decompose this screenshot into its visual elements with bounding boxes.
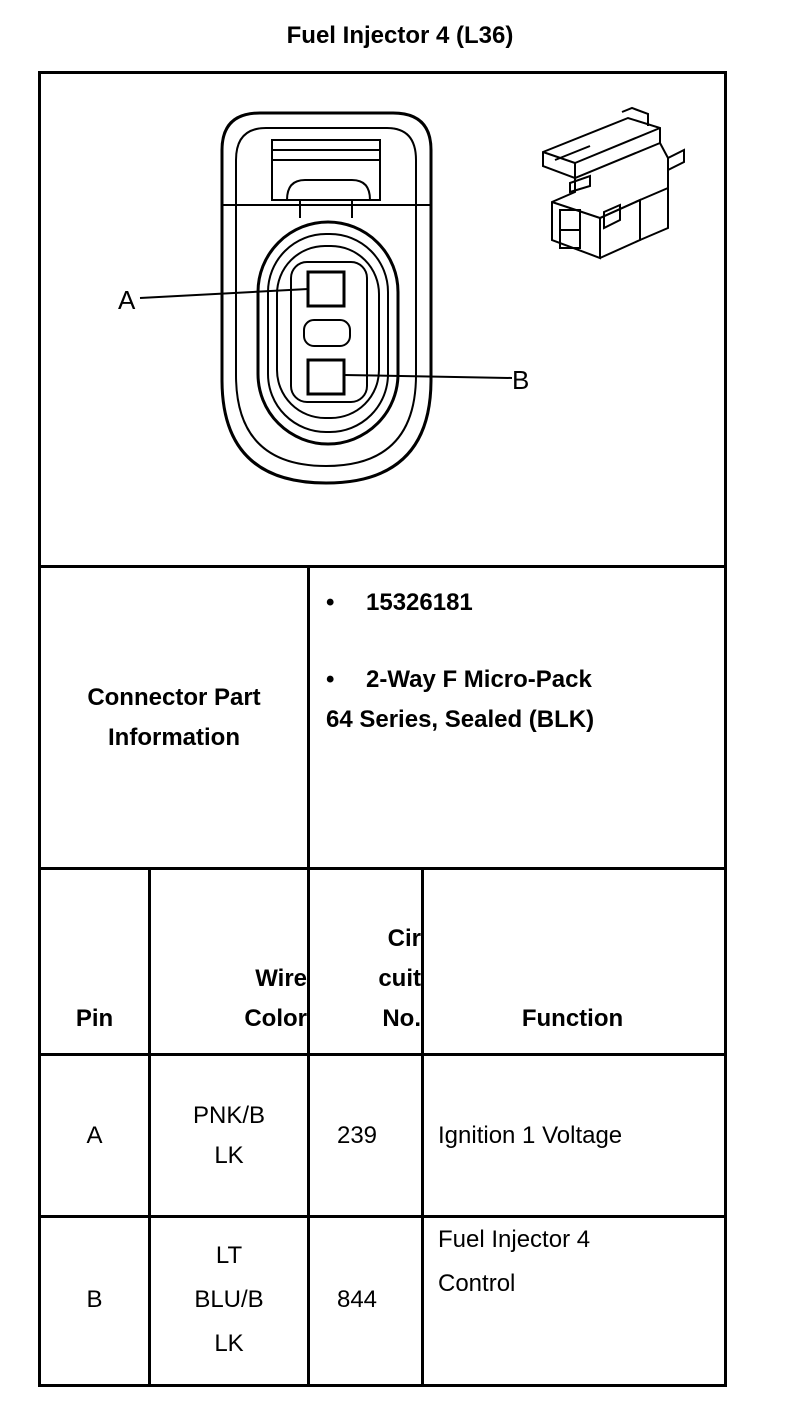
header-pin-label: Pin (75, 1005, 114, 1032)
part-info-label-line: Connector Part (87, 683, 261, 711)
header-pin (41, 870, 148, 1053)
table-row-b-wire (151, 1218, 307, 1381)
part-description: 64 Series, Sealed (BLK) (326, 706, 595, 733)
table-row-b-circuit (310, 1218, 404, 1381)
header-wire-line: Color (244, 1005, 307, 1032)
header-circuit-line: cuit (378, 965, 421, 992)
table-row-a-wire (151, 1056, 307, 1215)
table-row-a-pin (41, 1056, 148, 1215)
header-function (424, 870, 721, 1053)
part-description: 2-Way F Micro-Pack (366, 666, 592, 693)
connector-iso-icon (543, 108, 684, 258)
wire-value: LK (214, 1329, 244, 1357)
wire-value: LT (215, 1241, 243, 1269)
function-value: Ignition 1 Voltage (438, 1121, 623, 1149)
pin-b-callout: B (512, 365, 530, 395)
part-info-label (41, 568, 307, 867)
wire-value: BLU/B (194, 1285, 264, 1313)
connector-face (140, 113, 512, 483)
header-circuit-line: No. (382, 1005, 421, 1032)
table-row-b-function (424, 1218, 721, 1381)
pin-value: B (86, 1285, 103, 1313)
table-row-b-pin (41, 1218, 148, 1381)
function-value: Control (438, 1270, 516, 1297)
pin-value: A (86, 1121, 103, 1149)
part-info-label-line: Information (108, 723, 240, 751)
bullet-mark: • (326, 589, 335, 616)
header-circuit-line: Cir (387, 925, 421, 952)
wire-value: LK (214, 1141, 244, 1169)
bullet-mark: • (326, 666, 335, 693)
header-function-label: Function (521, 1005, 624, 1032)
page-title: Fuel Injector 4 (L36) (286, 22, 514, 49)
circuit-value: 844 (336, 1285, 378, 1313)
header-wire-line: Wire (255, 965, 307, 992)
wire-value: PNK/B (192, 1101, 266, 1129)
header-circuit-no (310, 870, 421, 1053)
circuit-value: 239 (336, 1121, 378, 1149)
connector-diagram (0, 0, 800, 560)
header-wire-color (151, 870, 307, 1053)
part-number: 15326181 (366, 589, 473, 616)
pin-a-callout: A (118, 285, 136, 315)
function-value: Fuel Injector 4 (438, 1226, 591, 1253)
table-row-a-function (424, 1056, 721, 1215)
table-row-a-circuit (310, 1056, 404, 1215)
